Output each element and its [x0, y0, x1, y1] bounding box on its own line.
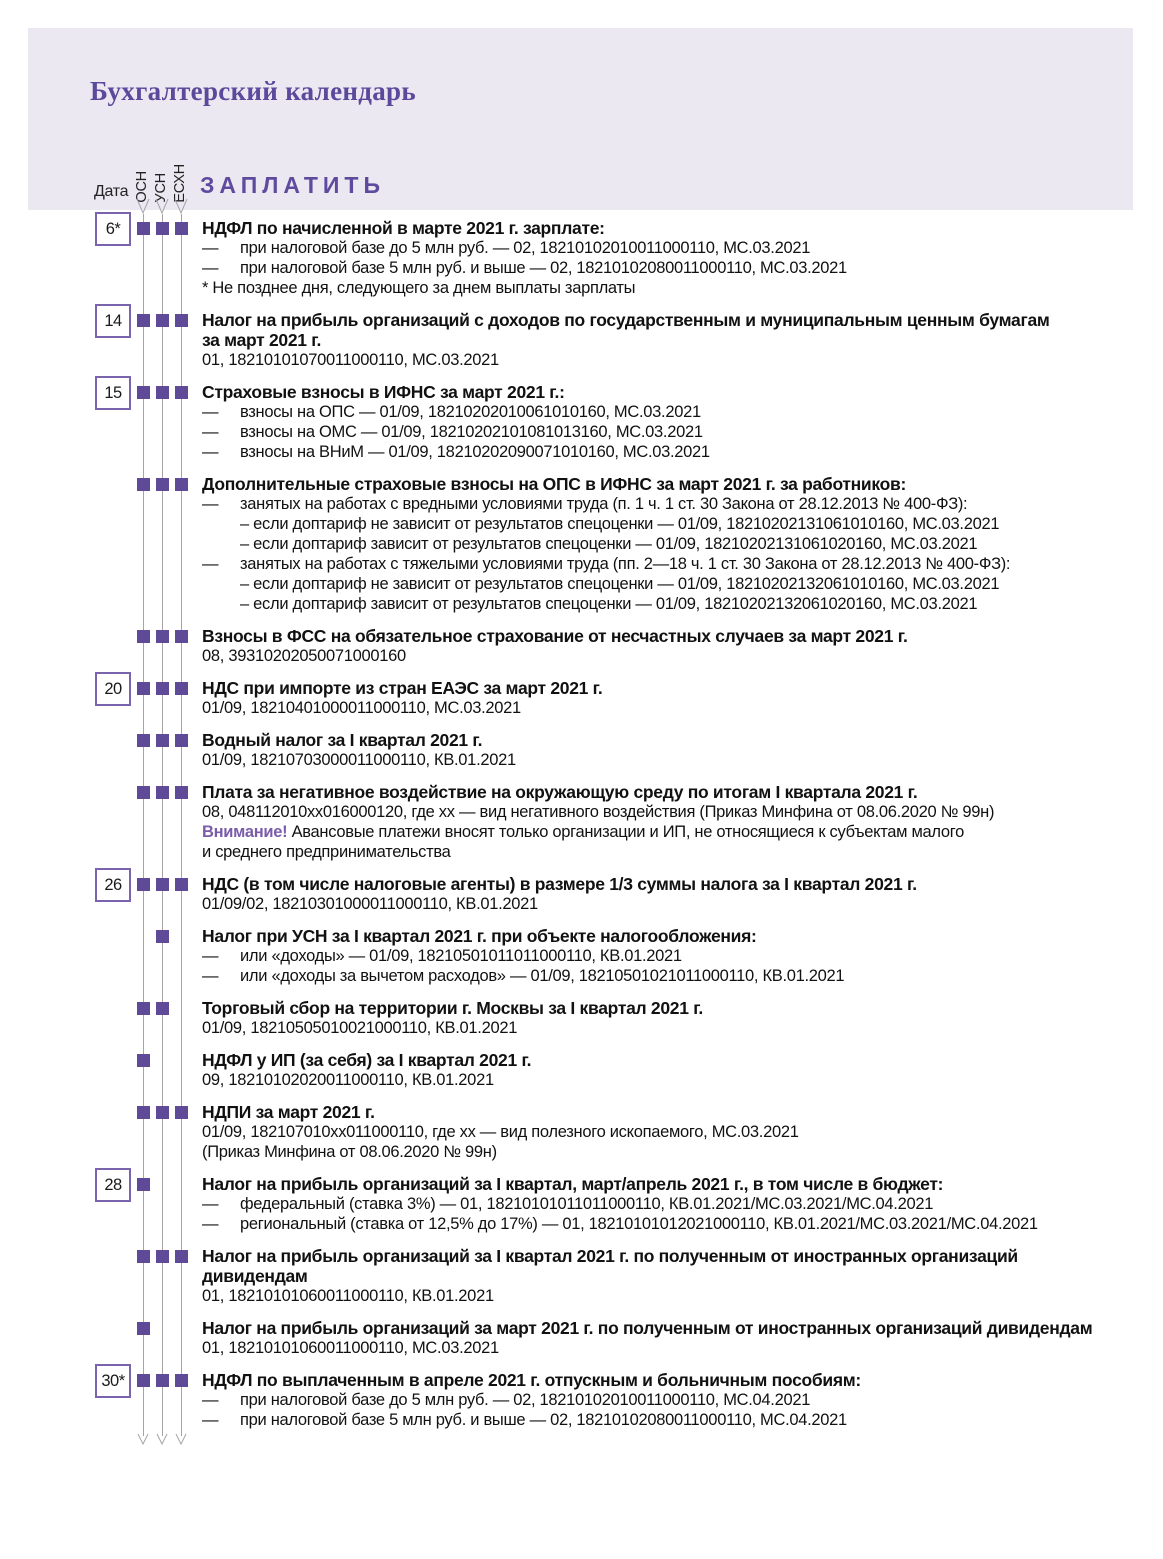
calendar-entry	[0, 1370, 1163, 1430]
calendar-entry	[0, 998, 1163, 1038]
regime-mark-usn	[156, 682, 169, 695]
dash-glyph: —	[202, 1195, 219, 1213]
calendar-entry	[0, 678, 1163, 718]
regime-mark-osn	[137, 1250, 150, 1263]
entry-line: 09, 18210102020011000110, КВ.01.2021	[202, 1071, 494, 1089]
regime-mark-usn	[156, 734, 169, 747]
entry-line: – если доптариф зависит от результатов спецоценки — 01/09, 18210202132061020160, МС.03.2021	[240, 595, 978, 613]
entry-line: – если доптариф не зависит от результатов спецоценки — 01/09, 18210202131061010160, МС.03.2021	[240, 515, 1000, 533]
entry-line: 01/09, 18210505010021000110, КВ.01.2021	[202, 1019, 518, 1037]
date-box: 28	[95, 1168, 131, 1202]
entry-title: НДПИ за март 2021 г.	[202, 1102, 375, 1122]
regime-mark-eskhn	[175, 222, 188, 235]
entry-title: НДС (в том числе налоговые агенты) в размере 1/3 суммы налога за I квартал 2021 г.	[202, 874, 917, 894]
header-band	[28, 28, 1133, 210]
calendar-entry	[0, 1102, 1163, 1162]
entry-line: — при налоговой базе до 5 млн руб. — 02, 18210102010011000110, МС.04.2021	[202, 1391, 811, 1409]
entry-line: — взносы на ВНиМ — 01/09, 18210202090071010160, МС.03.2021	[202, 443, 710, 461]
entry-title: Налог на прибыль организаций за I квартал 2021 г. по полученным от иностранных организаций	[202, 1246, 1018, 1266]
entry-title: Налог на прибыль организаций за I квартал, март/апрель 2021 г., в том числе в бюджет:	[202, 1174, 944, 1194]
regime-mark-usn	[156, 222, 169, 235]
regime-mark-usn	[156, 1106, 169, 1119]
entry-title: Водный налог за I квартал 2021 г.	[202, 730, 483, 750]
regime-mark-usn	[156, 314, 169, 327]
entry-title: НДФЛ по выплаченным в апреле 2021 г. отпускным и больничным пособиям:	[202, 1370, 861, 1390]
regime-mark-osn	[137, 734, 150, 747]
calendar-entry	[0, 382, 1163, 462]
entry-line: — или «доходы» — 01/09, 18210501011011000110, КВ.01.2021	[202, 947, 682, 965]
regime-mark-eskhn	[175, 682, 188, 695]
regime-mark-osn	[137, 478, 150, 491]
entry-title: дивидендам	[202, 1266, 308, 1286]
entry-title: Страховые взносы в ИФНС за март 2021 г.:	[202, 382, 565, 402]
dash-glyph: —	[202, 1215, 219, 1233]
dash-glyph: —	[202, 495, 219, 513]
dash-glyph: —	[202, 555, 219, 573]
entry-line: 01/09, 18210401000011000110, МС.03.2021	[202, 699, 521, 717]
entry-line: 08, 39310202050071000160	[202, 647, 406, 665]
entry-line: 01/09, 18210703000011000110, КВ.01.2021	[202, 751, 516, 769]
entry-line: – если доптариф зависит от результатов спецоценки — 01/09, 18210202131061020160, МС.03.2021	[240, 535, 978, 553]
entry-line: 01, 18210101060011000110, МС.03.2021	[202, 1339, 499, 1357]
regime-mark-osn	[137, 386, 150, 399]
dash-glyph: —	[202, 967, 219, 985]
entry-line: 01, 18210101060011000110, КВ.01.2021	[202, 1287, 494, 1305]
entry-line: Внимание! Авансовые платежи вносят только организации и ИП, не относящиеся к субъектам малого	[202, 823, 965, 841]
attention-prefix: Внимание!	[202, 823, 288, 841]
regime-mark-eskhn	[175, 1106, 188, 1119]
calendar-entry	[0, 218, 1163, 298]
entry-line: — при налоговой базе 5 млн руб. и выше — 02, 18210102080011000110, МС.04.2021	[202, 1411, 847, 1429]
page-title: Бухгалтерский календарь	[90, 76, 416, 106]
regime-mark-eskhn	[175, 878, 188, 891]
regime-mark-usn	[156, 1002, 169, 1015]
entry-line: — региональный (ставка от 12,5% до 17%) — 01, 18210101012021000110, КВ.01.2021/МС.03.2021/МС.04.2021	[202, 1215, 1038, 1233]
calendar-entry	[0, 310, 1163, 370]
calendar-entry	[0, 626, 1163, 666]
date-box: 14	[95, 304, 131, 338]
dash-glyph: —	[202, 259, 219, 277]
calendar-entries	[0, 218, 1163, 1442]
calendar-entry	[0, 1318, 1163, 1358]
date-box: 20	[95, 672, 131, 706]
entry-title: Взносы в ФСС на обязательное страхование от несчастных случаев за март 2021 г.	[202, 626, 908, 646]
regime-mark-osn	[137, 1106, 150, 1119]
regime-label-usn: УСН	[153, 173, 169, 203]
dash-glyph: —	[202, 947, 219, 965]
date-box: 26	[95, 868, 131, 902]
regime-mark-usn	[156, 878, 169, 891]
regime-mark-eskhn	[175, 1374, 188, 1387]
regime-mark-osn	[137, 1054, 150, 1067]
regime-mark-eskhn	[175, 314, 188, 327]
entry-line: — при налоговой базе до 5 млн руб. — 02, 18210102010011000110, МС.03.2021	[202, 239, 811, 257]
regime-mark-usn	[156, 930, 169, 943]
regime-mark-usn	[156, 386, 169, 399]
dash-glyph: —	[202, 1391, 219, 1409]
entry-title: Налог на прибыль организаций за март 2021 г. по полученным от иностранных организаций дивидендам	[202, 1318, 1093, 1338]
regime-mark-usn	[156, 1250, 169, 1263]
regime-mark-usn	[156, 478, 169, 491]
entry-title: Налог при УСН за I квартал 2021 г. при объекте налогообложения:	[202, 926, 757, 946]
calendar-entry	[0, 474, 1163, 614]
regime-mark-usn	[156, 630, 169, 643]
entry-line: — занятых на работах с тяжелыми условиями труда (пп. 2—18 ч. 1 ст. 30 Закона от 28.12.2013 № 400-ФЗ):	[202, 555, 1011, 573]
dash-glyph: —	[202, 403, 219, 421]
regime-mark-osn	[137, 786, 150, 799]
calendar-entry	[0, 1050, 1163, 1090]
entry-title: за март 2021 г.	[202, 330, 322, 350]
regime-mark-osn	[137, 314, 150, 327]
entry-title: НДС при импорте из стран ЕАЭС за март 2021 г.	[202, 678, 603, 698]
regime-mark-osn	[137, 1002, 150, 1015]
regime-mark-osn	[137, 878, 150, 891]
calendar-entry	[0, 1174, 1163, 1234]
entry-title: НДФЛ по начисленной в марте 2021 г. зарплате:	[202, 218, 605, 238]
regime-label-eskhn: ЕСХН	[172, 164, 188, 203]
regime-mark-osn	[137, 1322, 150, 1335]
entry-line: 01, 18210101070011000110, МС.03.2021	[202, 351, 499, 369]
regime-mark-usn	[156, 1374, 169, 1387]
entry-title: Торговый сбор на территории г. Москвы за I квартал 2021 г.	[202, 998, 703, 1018]
entry-line: — при налоговой базе 5 млн руб. и выше — 02, 18210102080011000110, МС.03.2021	[202, 259, 847, 277]
entry-title: Дополнительные страховые взносы на ОПС в ИФНС за март 2021 г. за работников:	[202, 474, 906, 494]
regime-mark-eskhn	[175, 630, 188, 643]
regime-mark-eskhn	[175, 1250, 188, 1263]
entry-line: — взносы на ОМС — 01/09, 18210202101081013160, МС.03.2021	[202, 423, 703, 441]
entry-line: и среднего предпринимательства	[202, 843, 451, 861]
dash-glyph: —	[202, 443, 219, 461]
date-box: 15	[95, 376, 131, 410]
calendar-entry	[0, 926, 1163, 986]
entry-line: — занятых на работах с вредными условиями труда (п. 1 ч. 1 ст. 30 Закона от 28.12.2013 № 400-ФЗ):	[202, 495, 968, 513]
dash-glyph: —	[202, 239, 219, 257]
date-box: 30*	[95, 1364, 131, 1398]
regime-mark-osn	[137, 1374, 150, 1387]
calendar-entry	[0, 730, 1163, 770]
regime-mark-osn	[137, 682, 150, 695]
entry-line: 08, 048112010хх016000120, где хх — вид негативного воздействия (Приказ Минфина от 08.06.2020 № 99н)	[202, 803, 995, 821]
section-title: ЗАПЛАТИТЬ	[200, 172, 386, 198]
regime-mark-eskhn	[175, 786, 188, 799]
entry-line: — федеральный (ставка 3%) — 01, 18210101011011000110, КВ.01.2021/МС.03.2021/МС.04.2021	[202, 1195, 934, 1213]
entry-title: Налог на прибыль организаций с доходов по государственным и муниципальным ценным бумагам	[202, 310, 1050, 330]
regime-mark-eskhn	[175, 478, 188, 491]
dash-glyph: —	[202, 423, 219, 441]
entry-line: — или «доходы за вычетом расходов» — 01/09, 18210501021011000110, КВ.01.2021	[202, 967, 845, 985]
regime-mark-eskhn	[175, 734, 188, 747]
regime-label-osn: ОСН	[134, 171, 150, 203]
entry-line: (Приказ Минфина от 08.06.2020 № 99н)	[202, 1143, 497, 1161]
calendar-entry	[0, 782, 1163, 862]
regime-mark-eskhn	[175, 386, 188, 399]
entry-line: — взносы на ОПС — 01/09, 18210202010061010160, МС.03.2021	[202, 403, 701, 421]
entry-line: – если доптариф не зависит от результатов спецоценки — 01/09, 18210202132061010160, МС.03.2021	[240, 575, 1000, 593]
regime-mark-osn	[137, 222, 150, 235]
date-box: 6*	[95, 212, 131, 246]
entry-line: * Не позднее дня, следующего за днем выплаты зарплаты	[202, 279, 636, 297]
date-column-header: Дата	[94, 183, 129, 200]
dash-glyph: —	[202, 1411, 219, 1429]
calendar-entry	[0, 1246, 1163, 1306]
calendar-entry	[0, 874, 1163, 914]
regime-mark-osn	[137, 1178, 150, 1191]
regime-mark-usn	[156, 786, 169, 799]
entry-line: 01/09, 182107010хх011000110, где хх — вид полезного ископаемого, МС.03.2021	[202, 1123, 799, 1141]
entry-title: Плата за негативное воздействие на окружающую среду по итогам I квартала 2021 г.	[202, 782, 918, 802]
column-fork-icon	[130, 198, 196, 215]
entry-line: 01/09/02, 18210301000011000110, КВ.01.2021	[202, 895, 538, 913]
entry-title: НДФЛ у ИП (за себя) за I квартал 2021 г.	[202, 1050, 532, 1070]
regime-mark-osn	[137, 630, 150, 643]
